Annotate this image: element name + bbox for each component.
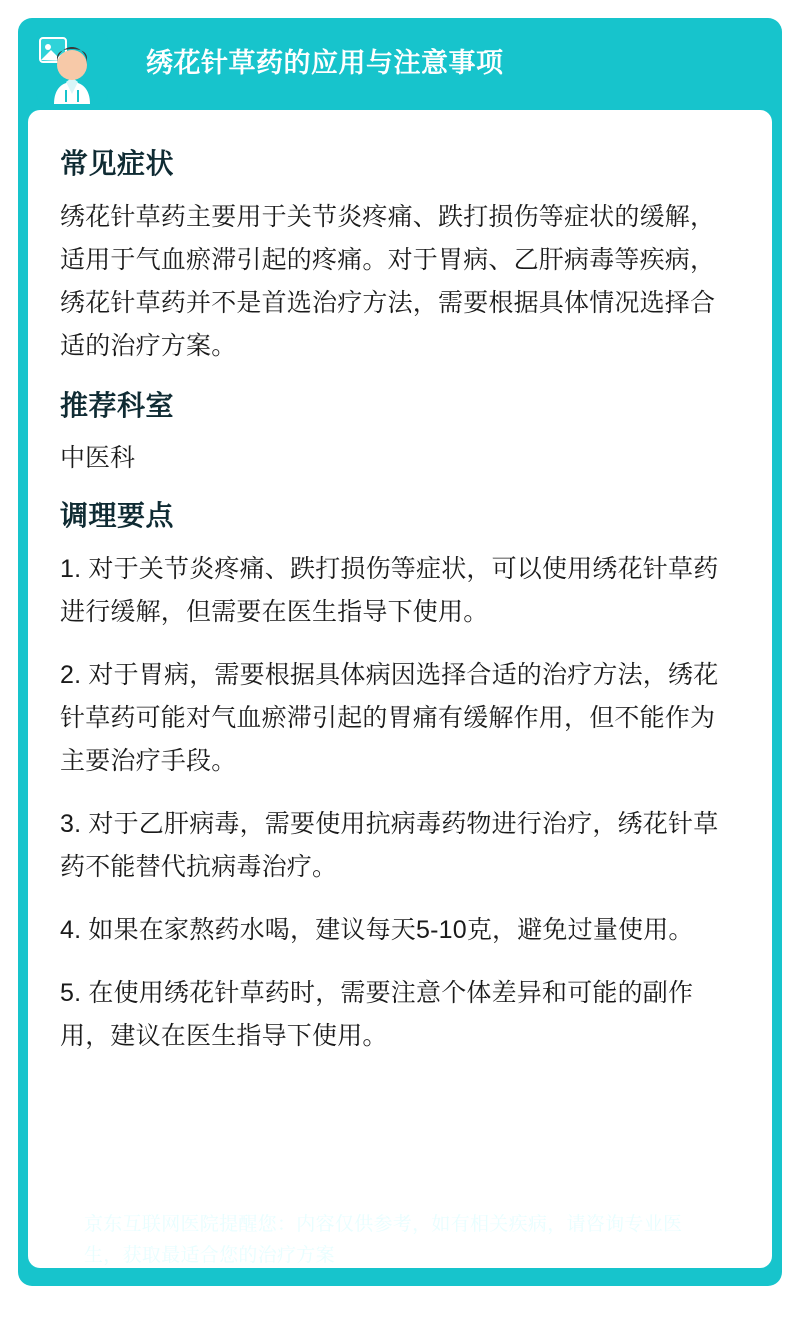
doctor-avatar-icon [36, 32, 108, 104]
care-points-list [60, 548, 740, 1058]
section-text-symptoms: 绣花针草药主要用于关节炎疼痛、跌打损伤等症状的缓解，适用于气血瘀滞引起的疼痛。对于胃病、乙肝病毒等疾病，绣花针草药并不是首选治疗方法，需要根据具体情况选择合适的治疗方案。 [60, 203, 716, 360]
section-heading-care-points: 调理要点 [60, 500, 175, 531]
section-text-department: 中医科 [60, 444, 136, 472]
info-circle-icon: i [40, 1225, 70, 1255]
page-title: 绣花针草药的应用与注意事项 [146, 48, 504, 78]
disclaimer-text: 京东互联网医院提醒您：内容仅供参考，如有相关疾病，请咨询专业医生，获取最适合您的治疗方案 [84, 1214, 683, 1266]
thumbs-up-icon[interactable] [720, 1220, 760, 1260]
list-item: 5. 在使用绣花针草药时，需要注意个体差异和可能的副作用，建议在医生指导下使用。 [60, 979, 694, 1050]
list-item: 4. 如果在家熬药水喝，建议每天5-10克，避免过量使用。 [60, 916, 694, 944]
article-body [28, 110, 772, 1268]
list-item: 3. 对于乙肝病毒，需要使用抗病毒药物进行治疗，绣花针草药不能替代抗病毒治疗。 [60, 810, 719, 881]
article-card [18, 18, 782, 1286]
list-item: 2. 对于胃病，需要根据具体病因选择合适的治疗方法，绣花针草药可能对气血瘀滞引起的胃痛有缓解作用，但不能作为主要治疗手段。 [60, 661, 719, 775]
list-item: 1. 对于关节炎疼痛、跌打损伤等症状，可以使用绣花针草药进行缓解，但需要在医生指导下使用。 [60, 555, 719, 626]
section-heading-department: 推荐科室 [60, 390, 175, 421]
section-heading-symptoms: 常见症状 [60, 148, 175, 179]
card-footer [18, 1194, 782, 1286]
card-header [18, 18, 782, 110]
